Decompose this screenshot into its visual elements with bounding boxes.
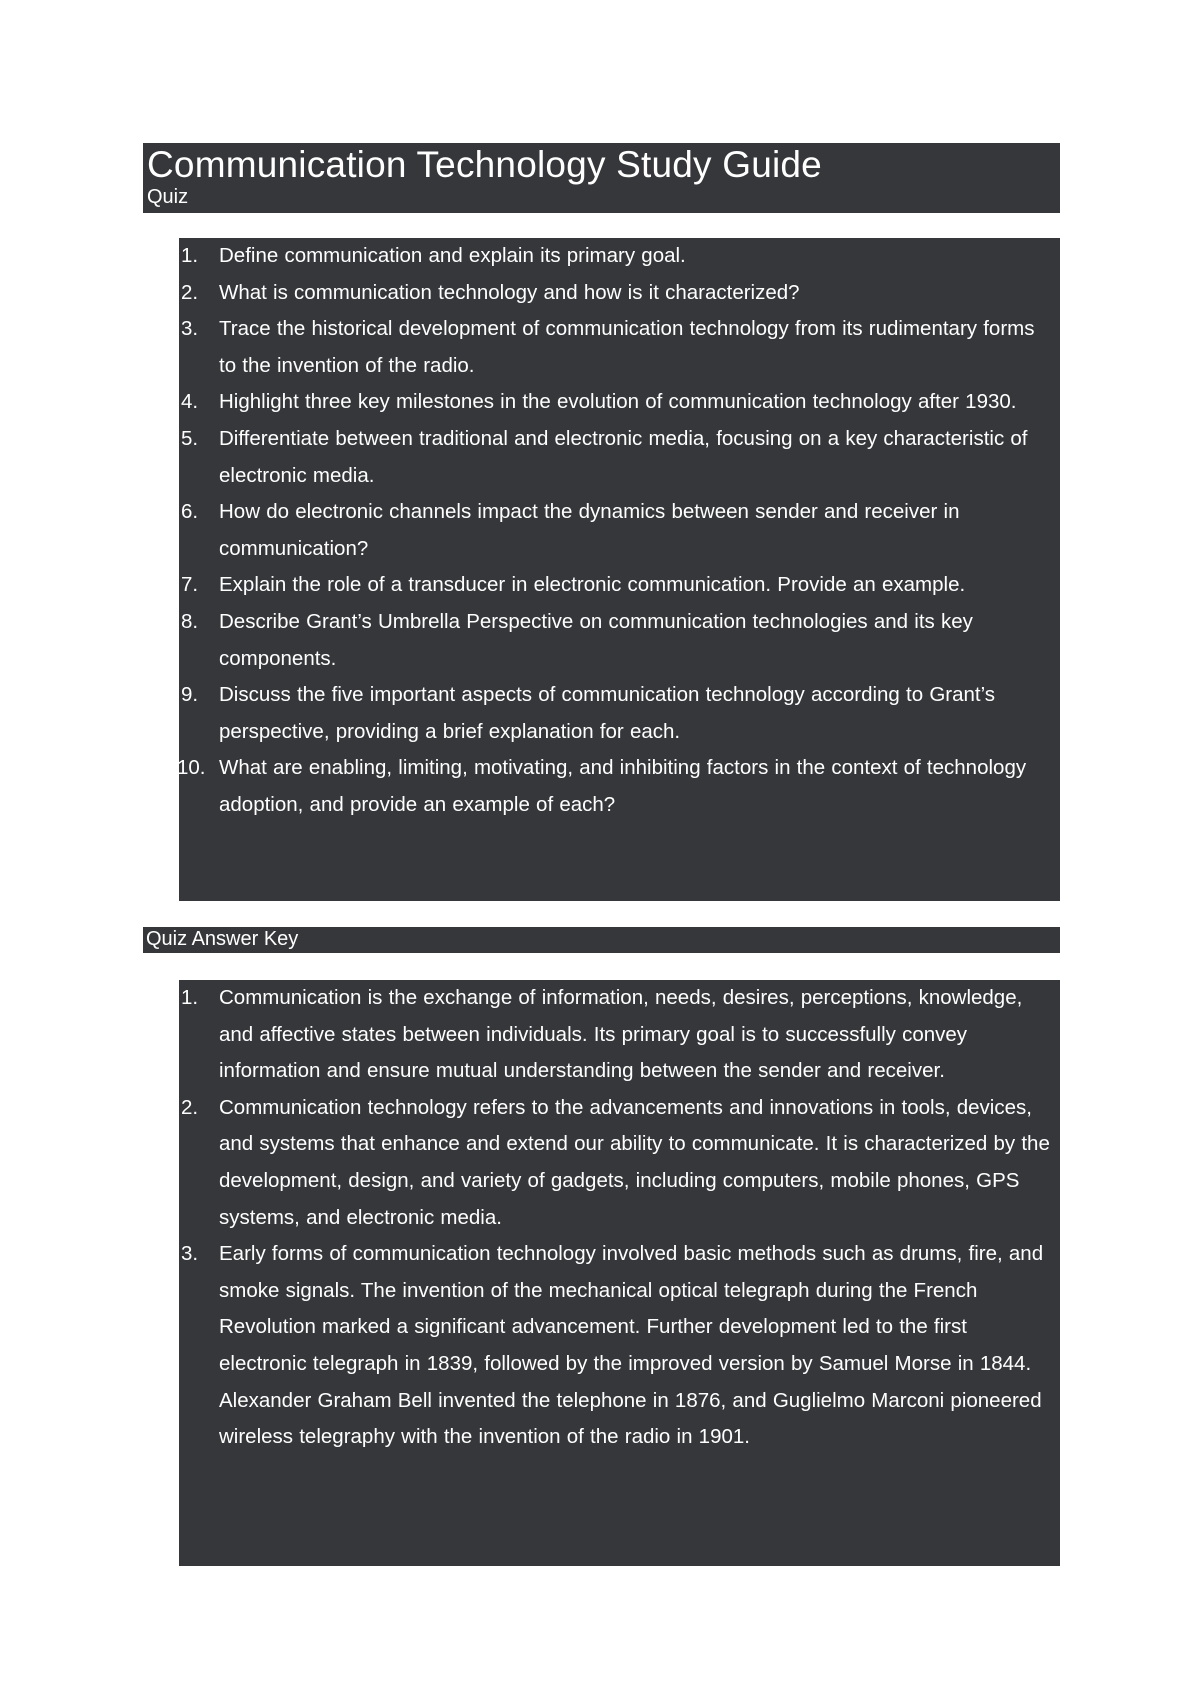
answer-item [179, 1090, 1060, 1236]
question-text: Discuss the five important aspects of communication technology according to Grant’s perspective, providing a brief explanation for each. [219, 683, 996, 743]
quiz-question [179, 677, 1060, 750]
question-text: Describe Grant’s Umbrella Perspective on communication technologies and its key components. [219, 609, 973, 670]
question-number: 9. [181, 683, 199, 707]
question-text: What are enabling, limiting, motivating, and inhibiting factors in the context of technology adoption, and provide an example of each? [219, 756, 1027, 816]
question-text: Define communication and explain its primary goal. [219, 244, 686, 267]
question-number: 8. [181, 609, 199, 633]
answer-key-label: Quiz Answer Key [146, 928, 299, 950]
answer-text: Early forms of communication technology involved basic methods such as drums, fire, and smoke signals. The invention of the mechanical optical telegraph during the French Revolution marked a significant advancement. Further development led to the first electronic telegraph in 1839, followed by the improved version by Samuel Morse in 1844. Alexander Graham Bell invented the telephone in 1876, and Guglielmo Marconi pioneered wireless telegraphy with the invention of the radio in 1901. [219, 1242, 1044, 1449]
document-header [143, 143, 1060, 213]
quiz-question [179, 275, 1060, 312]
quiz-question-list [179, 238, 1060, 901]
quiz-question [179, 421, 1060, 494]
question-text: Trace the historical development of communication technology from its rudimentary forms to the invention of the radio. [219, 317, 1035, 377]
answer-number: 1. [181, 986, 199, 1009]
answer-item [179, 980, 1060, 1090]
question-number: 1. [181, 244, 199, 267]
answer-text: Communication is the exchange of information, needs, desires, perceptions, knowledge, and affective states between individuals. Its primary goal is to successfully convey information and ensure mutual understanding between the sender and receiver. [219, 986, 1023, 1083]
quiz-question [179, 238, 1060, 275]
quiz-question [179, 750, 1060, 823]
question-text: Differentiate between traditional and electronic media, focusing on a key characteristic of electronic media. [219, 426, 1028, 487]
quiz-question [179, 567, 1060, 604]
question-number: 5. [181, 426, 199, 450]
question-text: What is communication technology and how is it characterized? [219, 280, 800, 304]
quiz-question [179, 494, 1060, 567]
quiz-question [179, 384, 1060, 421]
answer-number: 2. [181, 1095, 199, 1119]
question-text: How do electronic channels impact the dynamics between sender and receiver in communication? [219, 500, 960, 560]
question-number: 7. [181, 573, 199, 597]
quiz-section-label: Quiz [147, 186, 189, 208]
answer-text: Communication technology refers to the advancements and innovations in tools, devices, and systems that enhance and extend our ability to communicate. It is characterized by the development, design, and variety of gadgets, including computers, mobile phones, GPS systems, and electronic media. [219, 1095, 1050, 1229]
question-number: 2. [181, 280, 199, 304]
question-number: 10. [177, 756, 206, 780]
quiz-question [179, 311, 1060, 384]
answer-key-list [179, 980, 1060, 1566]
answer-key-header [143, 927, 1060, 953]
answer-item [179, 1236, 1060, 1456]
question-number: 4. [181, 390, 199, 414]
question-text: Highlight three key milestones in the evolution of communication technology after 1930. [219, 390, 1017, 414]
question-number: 6. [181, 500, 199, 524]
document-title: Communication Technology Study Guide [147, 144, 822, 185]
quiz-question [179, 604, 1060, 677]
answer-number: 3. [181, 1242, 199, 1266]
question-number: 3. [181, 317, 199, 341]
question-text: Explain the role of a transducer in electronic communication. Provide an example. [219, 573, 966, 597]
